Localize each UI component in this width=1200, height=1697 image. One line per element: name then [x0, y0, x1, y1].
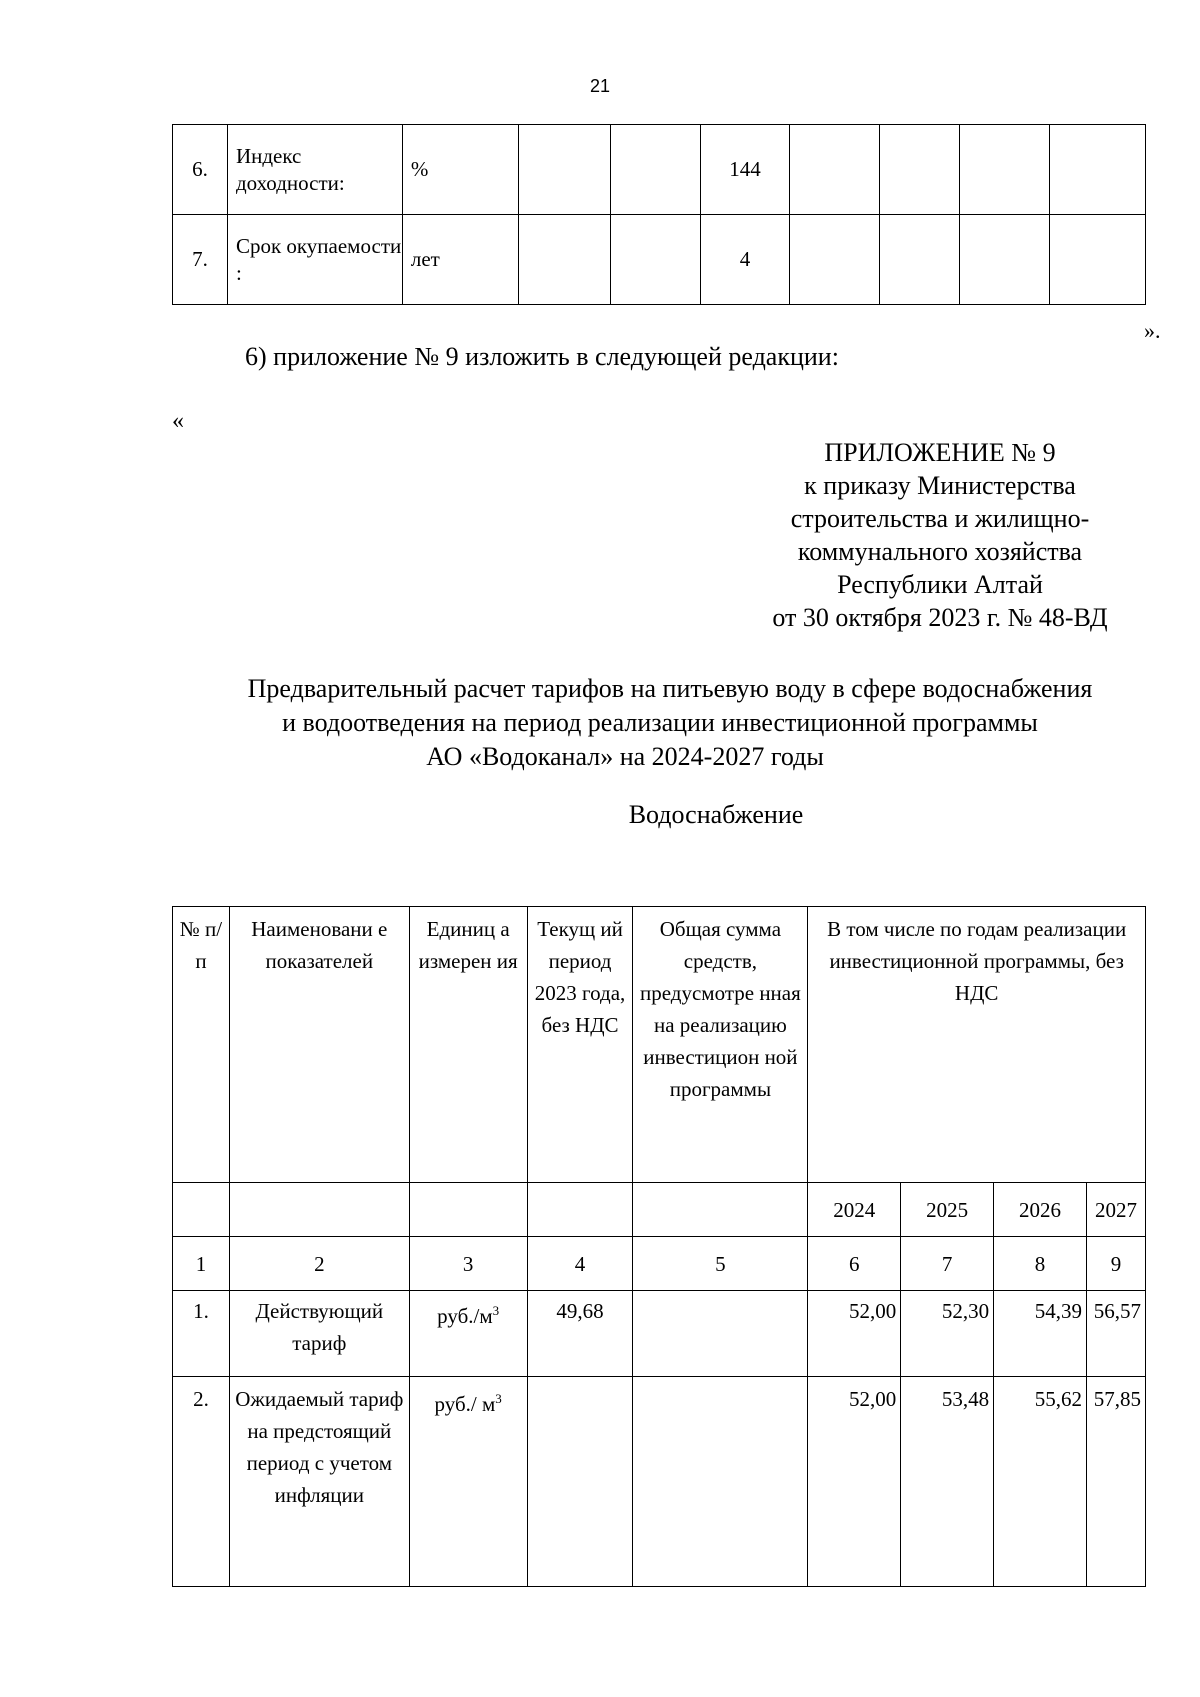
table-header-row [173, 907, 1146, 1183]
row-unit: $руб./м^3$ [409, 1291, 527, 1377]
row-value: 52,00 [808, 1291, 901, 1377]
row-value: 57,85 [1086, 1377, 1145, 1587]
page-number: 21 [589, 76, 611, 96]
column-number: 7 [901, 1237, 994, 1291]
document-title [150, 672, 1150, 774]
empty-cell [610, 125, 700, 215]
empty-cell [610, 215, 700, 305]
section-heading: Водоснабжение [628, 800, 804, 829]
row-value: 4 [700, 215, 790, 305]
row-number: 6. [173, 125, 228, 215]
row-current: 49,68 [527, 1291, 633, 1377]
appendix-line: коммунального хозяйства [797, 537, 1083, 566]
row-name: Ожидаемый тариф на предстоящий период с учетом инфляции [229, 1377, 409, 1587]
row-name: Срок окупаемости : [227, 215, 402, 305]
header-current: Текущ ий период 2023 года, без НДС [527, 907, 633, 1183]
empty-cell [518, 215, 610, 305]
years-row [173, 1183, 1146, 1237]
appendix-line: строительства и жилищно- [790, 504, 1090, 533]
row-unit: руб./ $м^3$ [409, 1377, 527, 1587]
header-by-years: В том числе по годам реализации инвестиционной программы, без НДС [808, 907, 1146, 1183]
empty-cell [229, 1183, 409, 1237]
year-cell: 2026 [994, 1183, 1087, 1237]
column-number: 9 [1086, 1237, 1145, 1291]
year-cell: 2024 [808, 1183, 901, 1237]
row-value: 52,00 [808, 1377, 901, 1587]
amendment-clause: 6) приложение № 9 изложить в следующей редакции: [245, 342, 839, 371]
column-number: 6 [808, 1237, 901, 1291]
empty-cell [527, 1183, 633, 1237]
header-total: Общая сумма средств, предусмотре нная на реализацию инвестицион ной программы [633, 907, 808, 1183]
empty-cell [633, 1183, 808, 1237]
column-number: 4 [527, 1237, 633, 1291]
year-cell: 2027 [1086, 1183, 1145, 1237]
column-number: 3 [409, 1237, 527, 1291]
row-value: 55,62 [994, 1377, 1087, 1587]
row-total [633, 1291, 808, 1377]
row-name: Индекс доходности: [227, 125, 402, 215]
row-total [633, 1377, 808, 1587]
row-unit: % [402, 125, 518, 215]
appendix-date: от 30 октября 2023 г. № 48-ВД [772, 603, 1108, 632]
empty-cell [790, 215, 880, 305]
row-value: 54,39 [994, 1291, 1087, 1377]
column-number: 5 [633, 1237, 808, 1291]
row-number: 1. [173, 1291, 230, 1377]
appendix-line: Республики Алтай [837, 570, 1043, 599]
top-table [172, 124, 1146, 305]
title-line: Предварительный расчет тарифов на питьевую воду в сфере водоснабжения [247, 674, 1093, 703]
row-name: Действующий тариф [229, 1291, 409, 1377]
empty-cell [880, 215, 960, 305]
empty-cell [1050, 125, 1146, 215]
empty-cell [790, 125, 880, 215]
row-current [527, 1377, 633, 1587]
row-value: 53,48 [901, 1377, 994, 1587]
appendix-line: к приказу Министерства [804, 471, 1076, 500]
table-row [173, 125, 1146, 215]
closing-quote: ». [1144, 318, 1161, 343]
empty-cell [409, 1183, 527, 1237]
year-cell: 2025 [901, 1183, 994, 1237]
row-value: 52,30 [901, 1291, 994, 1377]
empty-cell [880, 125, 960, 215]
empty-cell [1050, 215, 1146, 305]
table-row [173, 1377, 1146, 1587]
empty-cell [960, 125, 1050, 215]
appendix-title: ПРИЛОЖЕНИЕ № 9 [824, 438, 1056, 467]
row-value: 56,57 [1086, 1291, 1145, 1377]
row-unit: лет [402, 215, 518, 305]
header-num: № п/ п [173, 907, 230, 1183]
empty-cell [960, 215, 1050, 305]
table-row [173, 1291, 1146, 1377]
row-value: 144 [700, 125, 790, 215]
column-number: 2 [229, 1237, 409, 1291]
empty-cell [518, 125, 610, 215]
opening-quote: « [172, 408, 184, 434]
tariff-table [172, 906, 1146, 1587]
header-name: Наименовани е показателей [229, 907, 409, 1183]
column-number: 8 [994, 1237, 1087, 1291]
column-numbers-row [173, 1237, 1146, 1291]
column-number: 1 [173, 1237, 230, 1291]
table-row [173, 215, 1146, 305]
row-number: 7. [173, 215, 228, 305]
empty-cell [173, 1183, 230, 1237]
title-line: АО «Водоканал» на 2024-2027 годы [426, 742, 824, 771]
header-unit: Единиц а измерен ия [409, 907, 527, 1183]
appendix-block [720, 436, 1160, 634]
row-number: 2. [173, 1377, 230, 1587]
title-line: и водоотведения на период реализации инвестиционной программы [282, 708, 1038, 737]
